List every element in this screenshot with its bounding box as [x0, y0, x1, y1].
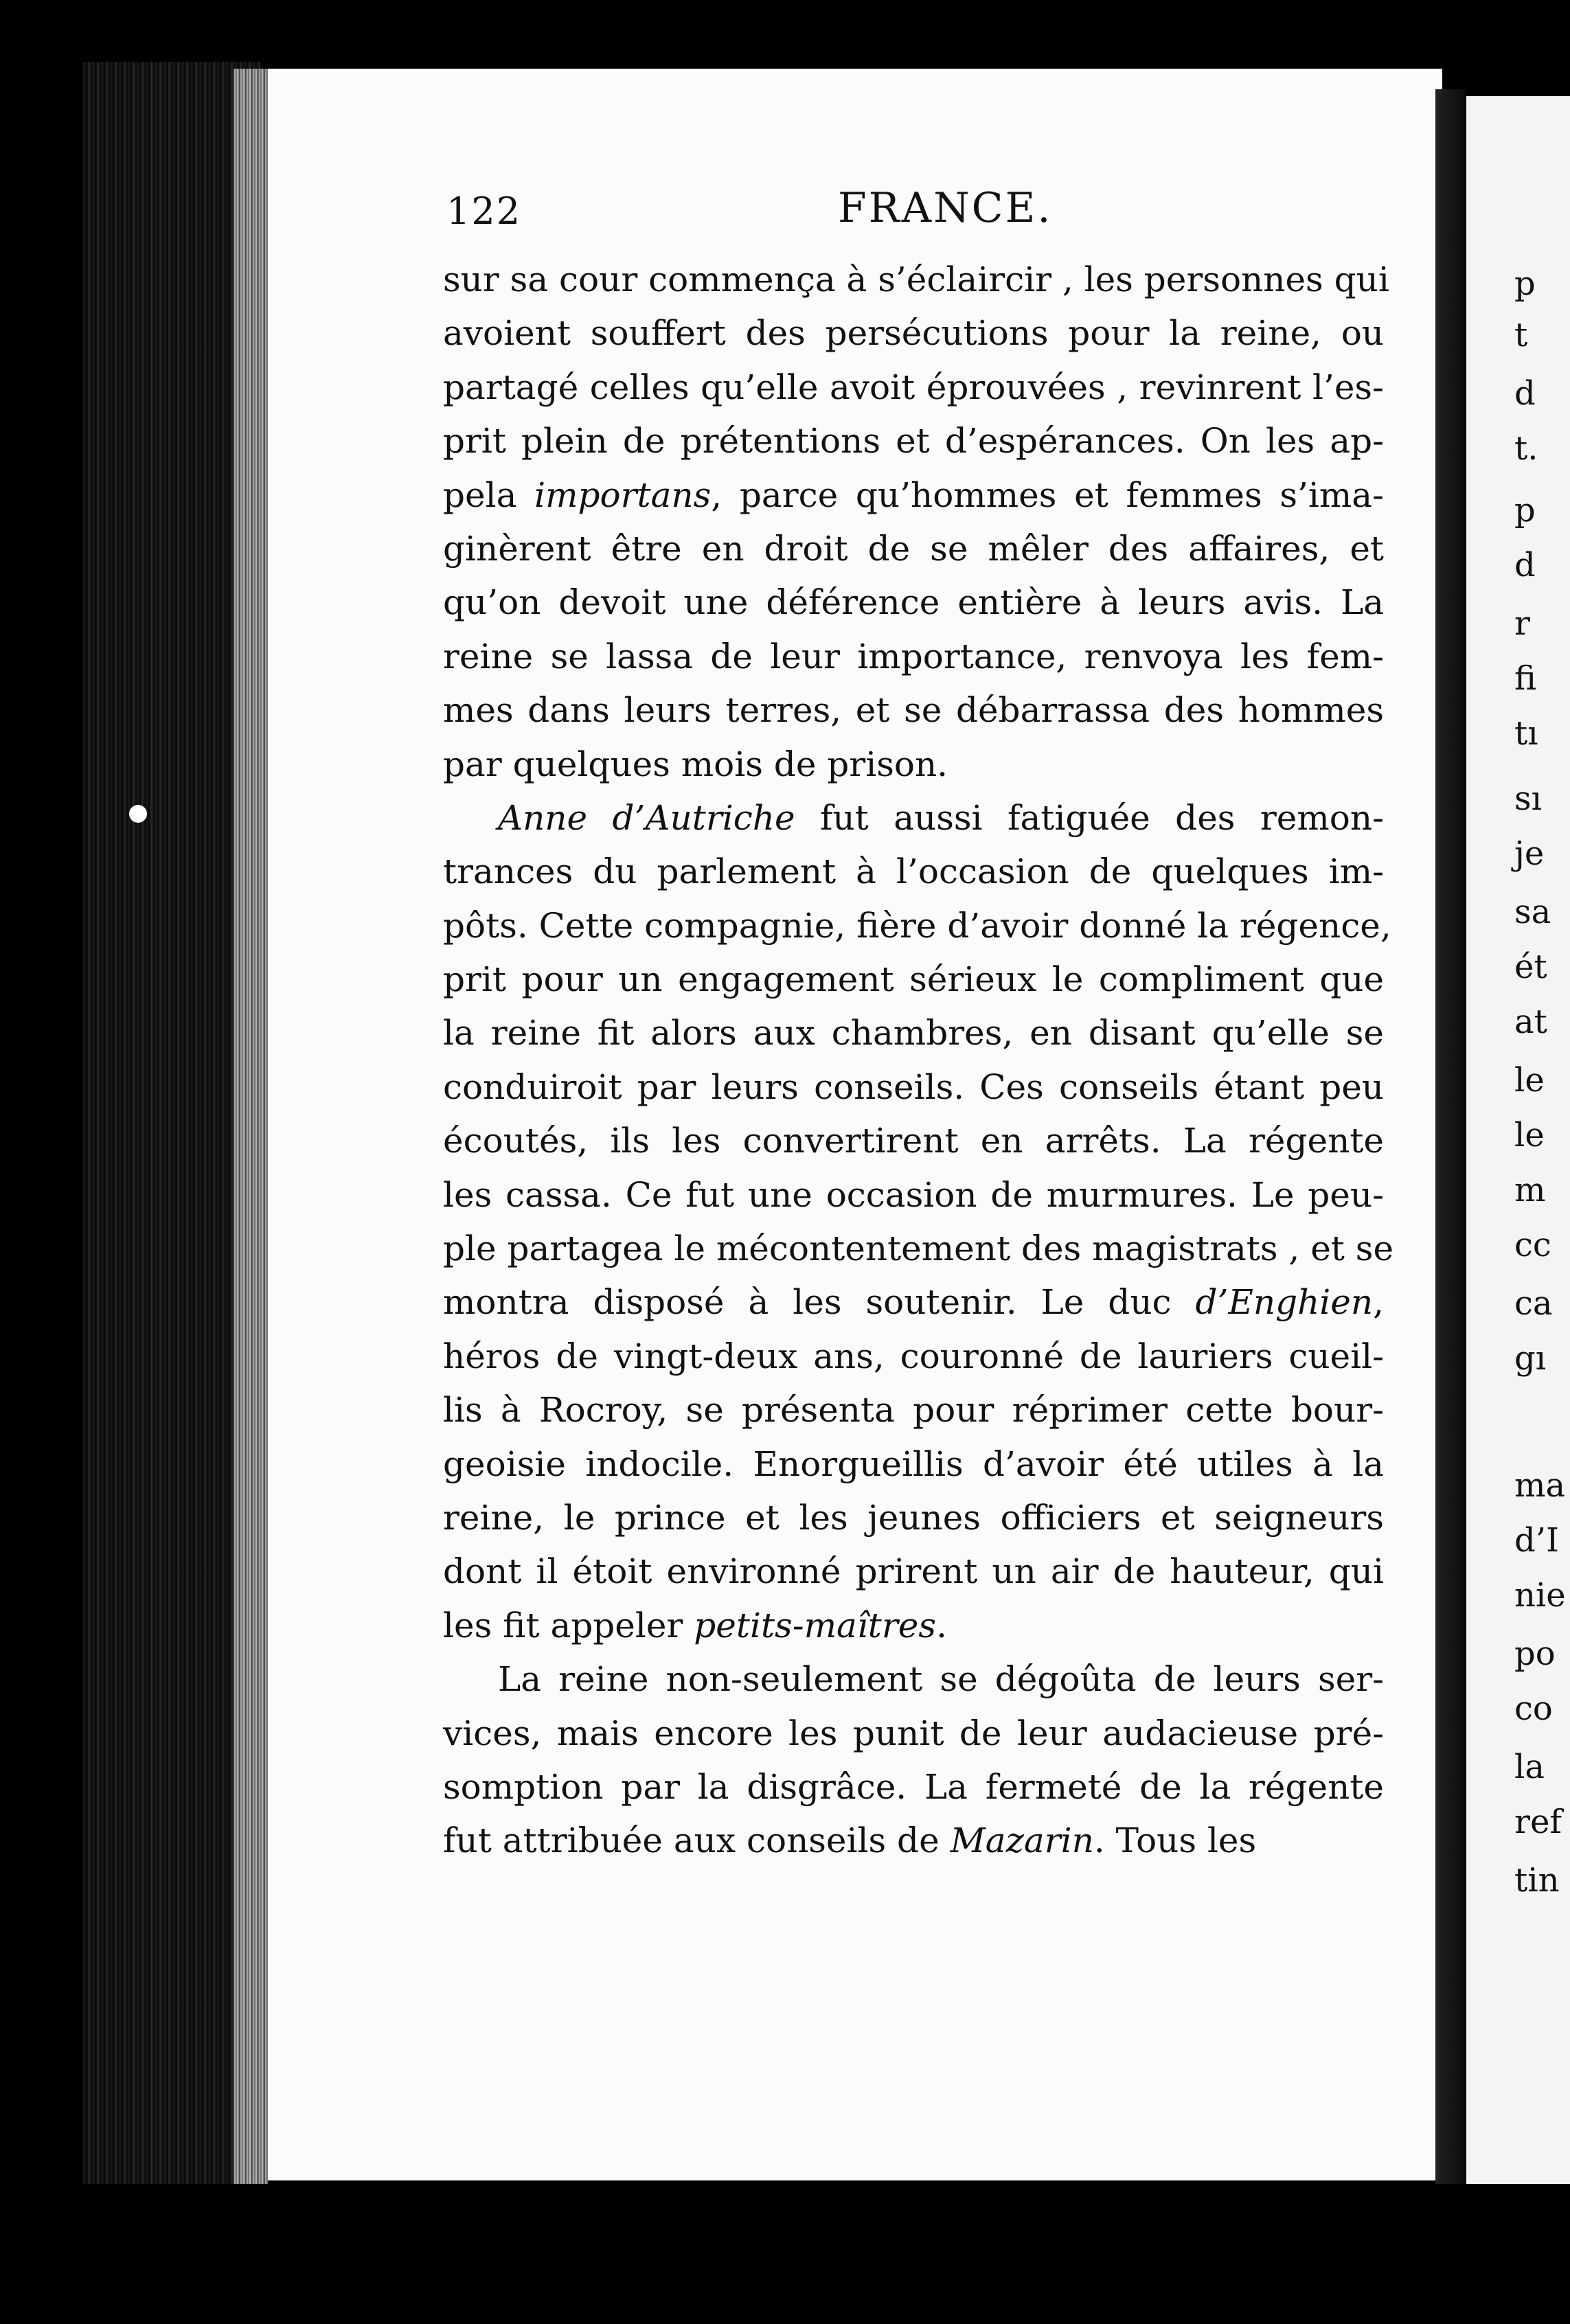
facing-page-fragment: co: [1514, 1689, 1553, 1728]
facing-page-fragment: t: [1514, 316, 1528, 354]
text-line: pôts. Cette compagnie, fière d’avoir donné la régence,: [443, 905, 1391, 946]
text-line: ginèrent être en droit de se mêler des affaires, et: [443, 528, 1384, 569]
text-line: héros de vingt-deux ans, couronné de lauriers cueil-: [443, 1336, 1384, 1376]
text-line: qu’on devoit une déférence entière à leurs avis. La: [443, 582, 1384, 623]
text-line: par quelques mois de prison.: [443, 744, 948, 784]
scan-speck: [129, 805, 147, 823]
facing-page-fragment: sı: [1514, 779, 1542, 818]
italic-term: petits-maîtres: [694, 1605, 937, 1645]
facing-page-fragment: le: [1514, 1116, 1545, 1154]
facing-page-fragment: le: [1514, 1061, 1545, 1100]
text-line: sur sa cour commença à s’éclaircir , les personnes qui: [443, 260, 1389, 299]
page-number: 122: [446, 190, 522, 233]
facing-page-fragment: gı: [1514, 1339, 1547, 1378]
facing-page-fragment: t.: [1514, 429, 1538, 468]
text-line: dont il étoit environné prirent un air de hauteur, qui: [443, 1551, 1384, 1592]
facing-page-fragment: cc: [1514, 1226, 1551, 1264]
text-line: prit pour un engagement sérieux le compliment que: [443, 959, 1384, 1000]
facing-page-fragment: fi: [1514, 659, 1537, 698]
text-line: geoisie indocile. Enorgueillis d’avoir été utiles à la: [443, 1444, 1384, 1484]
text-line: somption par la disgrâce. La fermeté de la régente: [443, 1766, 1384, 1807]
text-line: montra disposé à les soutenir. Le duc d’Enghien,: [443, 1282, 1384, 1323]
facing-page-fragment: ma: [1514, 1466, 1566, 1505]
scan-border: [82, 2184, 1570, 2324]
text-line: écoutés, ils les convertirent en arrêts. La régente: [443, 1121, 1384, 1161]
text-line: Anne d’Autriche fut aussi fatiguée des remon-: [498, 797, 1384, 838]
facing-page-fragment: nie: [1514, 1576, 1566, 1615]
text-line: la reine fit alors aux chambres, en disant qu’elle se: [443, 1013, 1384, 1053]
italic-term: Anne d’Autriche: [498, 797, 795, 838]
page-fold-shadow: [1435, 89, 1466, 2191]
running-title: FRANCE.: [838, 184, 1053, 232]
facing-page-fragment: ca: [1514, 1284, 1553, 1323]
text-line: reine, le prince et les jeunes officiers et seigneurs: [443, 1497, 1384, 1538]
text-line: La reine non-seulement se dégoûta de leurs ser-: [498, 1659, 1384, 1700]
text-line: ple partagea le mécontentement des magistrats , et se: [443, 1229, 1394, 1269]
page-header: [446, 184, 1380, 244]
italic-term: Mazarin: [950, 1821, 1094, 1861]
facing-page-fragment: r: [1514, 604, 1530, 643]
italic-term: importans: [534, 475, 712, 515]
facing-page-fragment: m: [1514, 1171, 1546, 1209]
facing-page-fragment: p: [1514, 264, 1536, 303]
facing-page-fragment: tı: [1514, 714, 1538, 753]
italic-term: d’Enghien: [1195, 1282, 1374, 1323]
text-line: les cassa. Ce fut une occasion de murmures. Le peu-: [443, 1174, 1384, 1215]
text-line: trances du parlement à l’occasion de quelques im-: [443, 852, 1384, 892]
facing-page-fragment: po: [1514, 1634, 1556, 1673]
facing-page-fragment: d: [1514, 374, 1536, 413]
text-line: avoient souffert des persécutions pour la reine, ou: [443, 313, 1384, 354]
text-line: conduiroit par leurs conseils. Ces conseils étant peu: [443, 1067, 1384, 1107]
facing-page-fragment: p: [1514, 491, 1536, 529]
text-line: pela importans, parce qu’hommes et femmes s’ima-: [443, 475, 1384, 515]
text-line: prit plein de prétentions et d’espérances. On les ap-: [443, 421, 1384, 462]
facing-page-fragment: ref: [1514, 1803, 1562, 1841]
facing-page-fragment: la: [1514, 1748, 1545, 1786]
text-line: lis à Rocroy, se présenta pour réprimer cette bour-: [443, 1390, 1384, 1431]
facing-page-fragment: at: [1514, 1003, 1547, 1041]
text-line: vices, mais encore les punit de leur audacieuse pré-: [443, 1713, 1384, 1753]
text-line: reine se lassa de leur importance, renvoya les fem-: [443, 636, 1384, 676]
page-edges: [234, 69, 268, 2184]
text-line: mes dans leurs terres, et se débarrassa des hommes: [443, 690, 1384, 731]
body-text: [443, 253, 1394, 1868]
text-line: fut attribuée aux conseils de Mazarin. Tous les: [443, 1821, 1257, 1861]
facing-page-fragment: d: [1514, 546, 1536, 584]
facing-page-fragment: d’I: [1514, 1521, 1559, 1560]
facing-page-fragment: sa: [1514, 893, 1551, 931]
text-line: les fit appeler petits-maîtres.: [443, 1605, 947, 1645]
facing-page-fragment: je: [1514, 834, 1545, 873]
facing-page-fragment: tin: [1514, 1861, 1560, 1900]
facing-page-fragment: ét: [1514, 948, 1547, 986]
text-line: partagé celles qu’elle avoit éprouvées , revinrent l’es-: [443, 367, 1384, 407]
